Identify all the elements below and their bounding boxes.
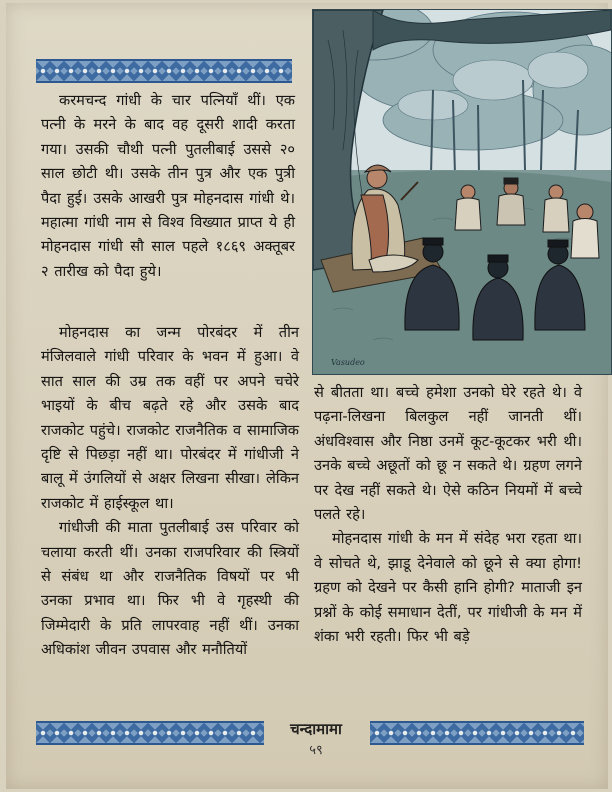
- magazine-page: [6, 3, 608, 789]
- decorative-border-bottom-right: [370, 721, 584, 745]
- paragraph-3: गांधीजी की माता पुतलीबाई उस परिवार को चलाया करती थीं। उनका राजपरिवार की स्त्रियों से संबंध था और राजनैतिक विषयों पर भी उनका प्रभाव था। फिर भी वे गृहस्थी की जिम्मेदारी के प्रति लापरवाह नहीं थीं। उनका अधिकांश जीवन उपवास और मनौतियों: [41, 519, 299, 659]
- magazine-name: चन्दामामा: [290, 720, 342, 738]
- page-number: ५९: [309, 743, 323, 758]
- paragraph-1: करमचन्द गांधी के चार पत्नियाँ थीं। एक पत्नी के मरने के बाद वह दूसरी शादी करता गया। उसकी चौथी पत्नी पुतलीबाई उससे २० साल छोटी थी। उसके तीन पुत्र और एक पुत्री पैदा हुई। उसके आखरी पुत्र मोहनदास गांधी थे। महात्मा गांधी नाम से विश्व विख्यात प्राप्त ये ही मोहनदास गांधी सौ साल पहले १८६९ अक्तूबर २ तारीख को पैदा हुये।: [41, 92, 295, 280]
- article-column-left-top: [41, 89, 295, 284]
- decorative-border-top: [36, 59, 292, 83]
- svg-text:Vasudeo: Vasudeo: [331, 358, 365, 367]
- article-column-left-bottom: [41, 321, 299, 663]
- paragraph-4: से बीतता था। बच्चे हमेशा उनको घेरे रहते थे। वे पढ़ना-लिखना बिलकुल नहीं जानती थीं। अंधविश्वास और निष्ठा उनमें कूट-कूटकर भरी थी। उनके बच्चे अछूतों को छू न सकते थे। ग्रहण लगने पर देख नहीं सकते थे। ऐसे कठिन नियमों में बच्चे पलते रहे।: [314, 384, 582, 524]
- illustration-children-under-tree: [312, 9, 612, 375]
- decorative-border-bottom-left: [36, 721, 264, 745]
- paragraph-5: मोहनदास गांधी के मन में संदेह भरा रहता था। वे सोचते थे, झाडू देनेवाले को छूने से क्या होगा! ग्रहण को देखने पर कैसी हानि होगी? माताजी इन प्रश्नों के कोई समाधान देतीं, पर गांधीजी के मन में शंका भरी रहती। फिर भी बड़े: [314, 530, 582, 646]
- paragraph-2: मोहनदास का जन्म पोरबंदर में तीन मंजिलवाले गांधी परिवार के भवन में हुआ। वे सात साल की उम्र तक वहीं पर अपने चचेरे भाइयों के बीच बढ़ते रहे और उसके बाद राजकोट पहुंचे। राजकोट राजनैतिक व सामाजिक दृष्टि से पिछड़ा नहीं था। पोरबंदर में गांधीजी ने बालू में उंगलियों से अक्षर लिखना सीखा। लेकिन राजकोट में हाईस्कूल था।: [41, 324, 299, 512]
- article-column-right: [314, 381, 582, 649]
